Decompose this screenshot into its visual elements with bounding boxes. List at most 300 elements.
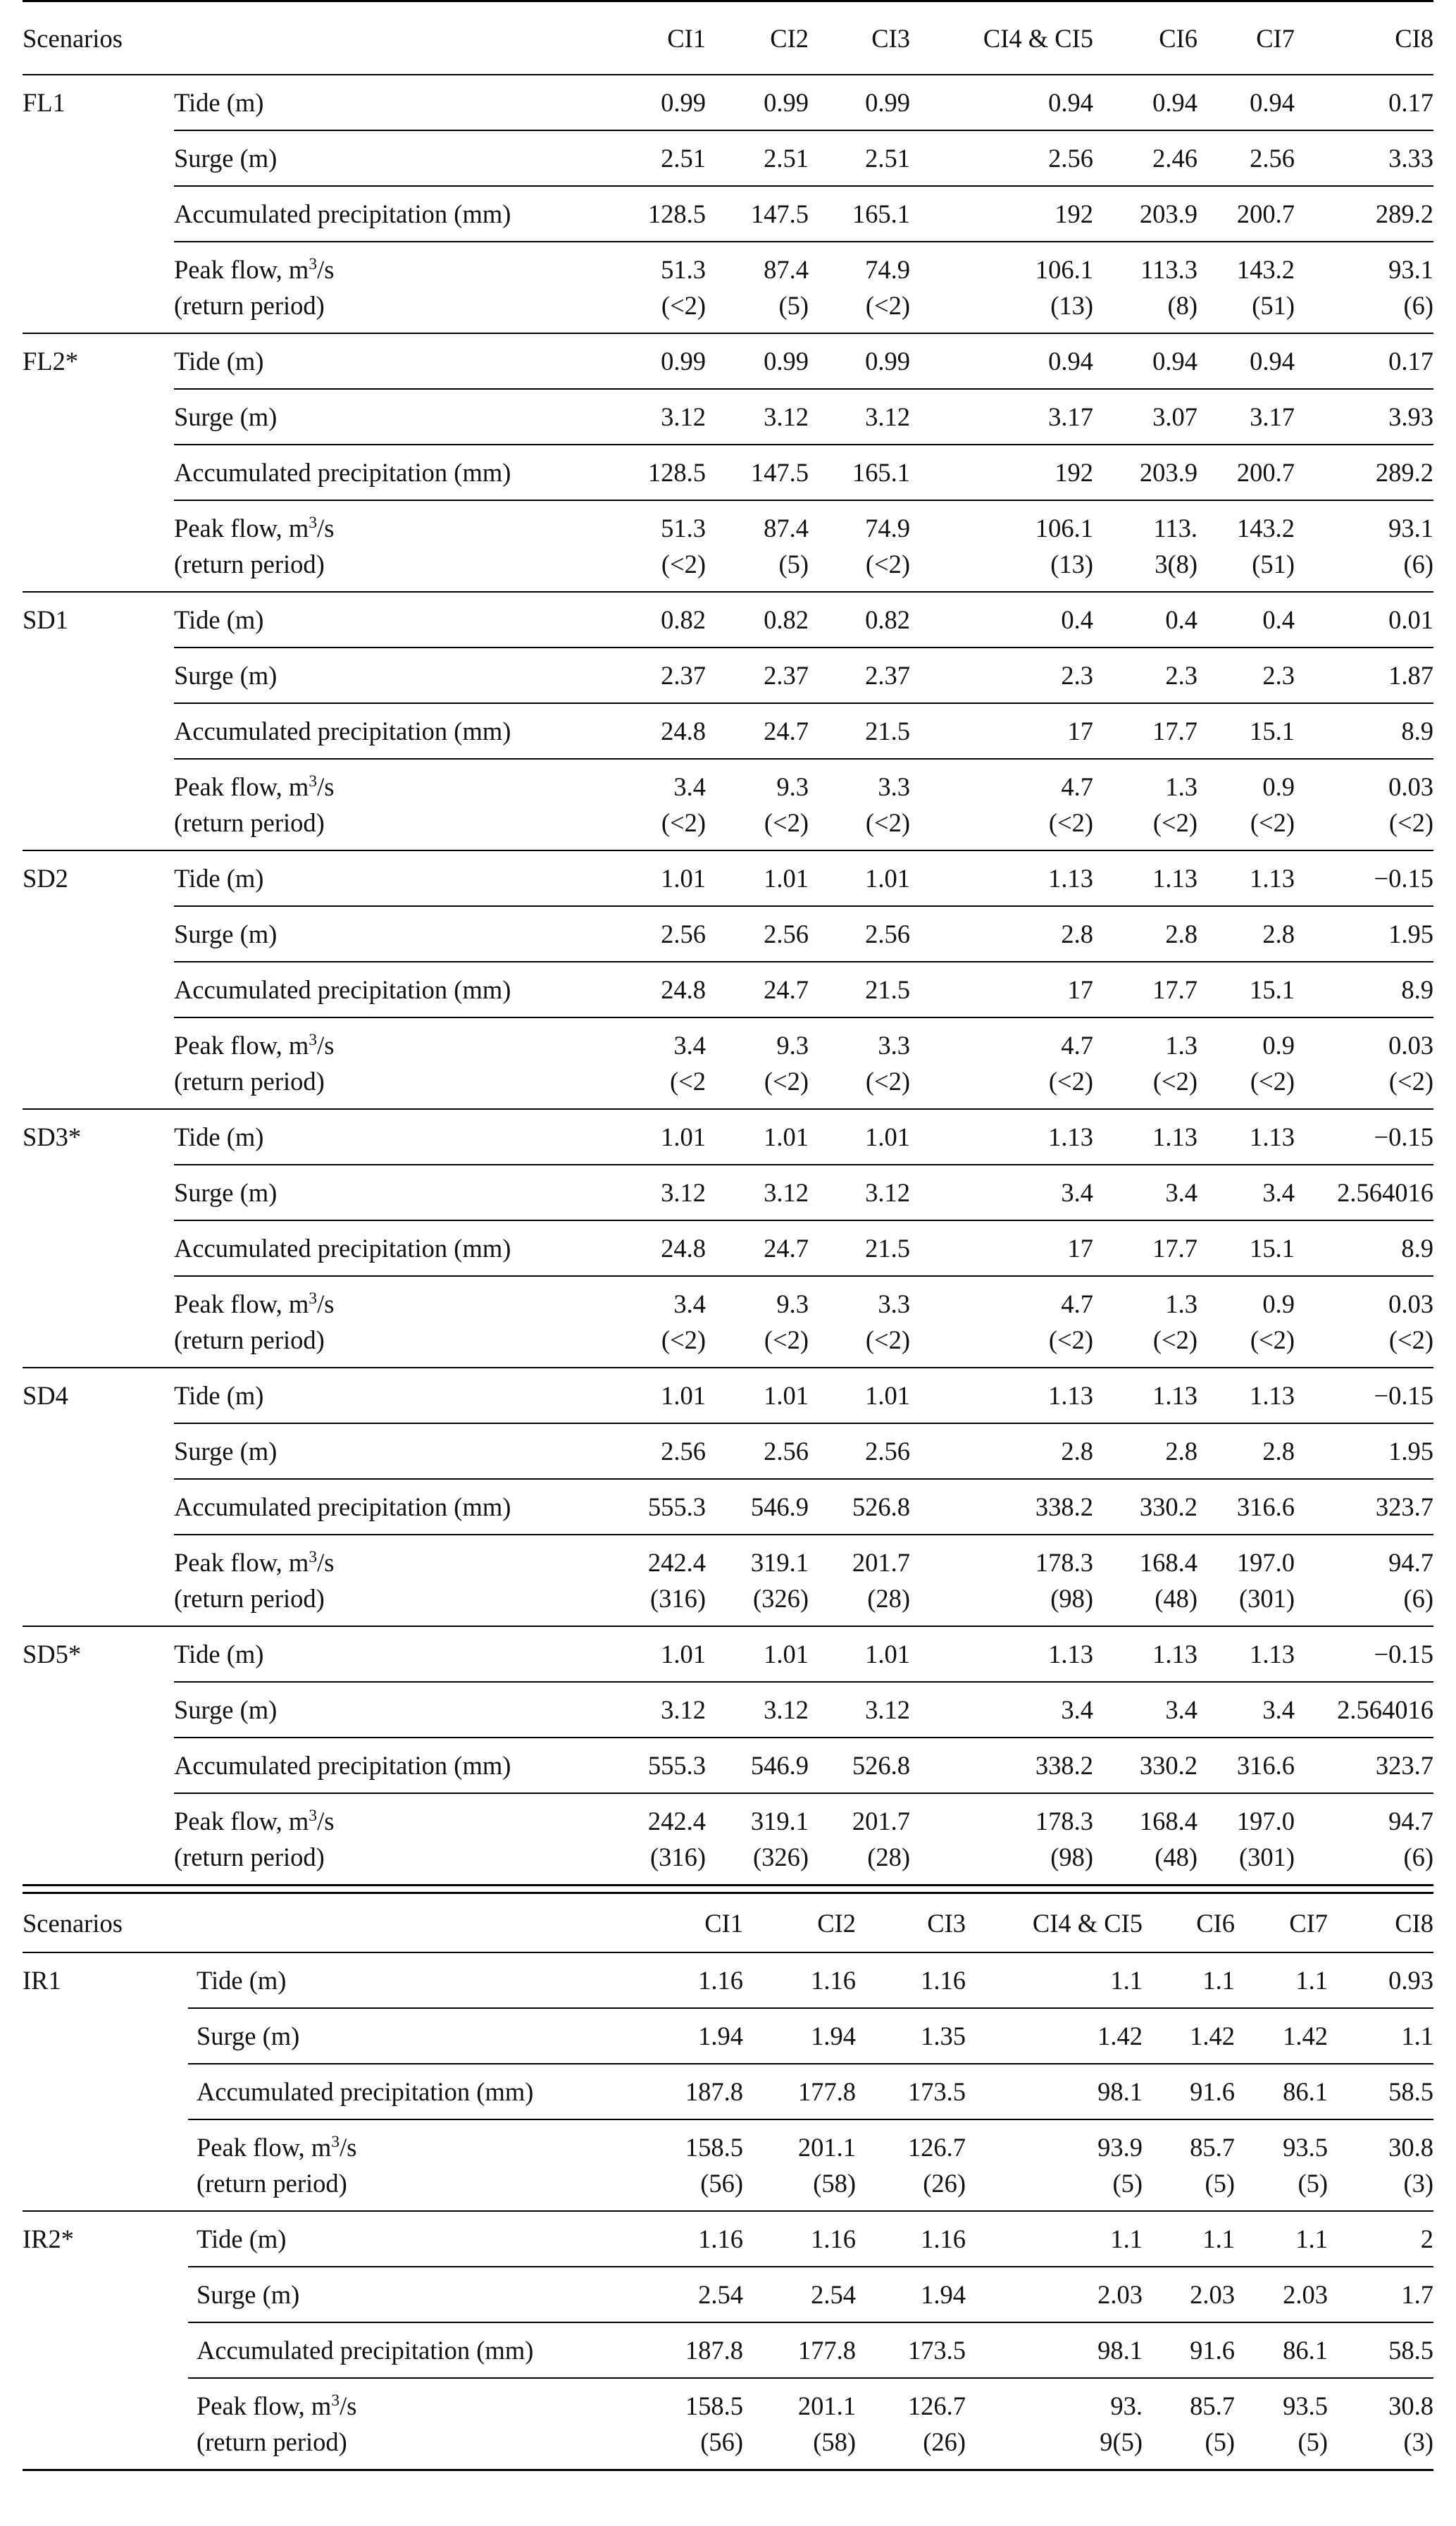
cell-line1: 1.1 [1202,2224,1235,2253]
cell-value [706,648,809,703]
table-row [23,75,1433,130]
cell-line2: (13) [1050,550,1093,578]
cell-line1: 242.4 [647,1548,706,1577]
cell-value [1328,2267,1433,2322]
table-row [23,186,1433,242]
cell-line1: 93.5 [1283,2133,1328,2162]
cell-line1: 2.56 [865,920,910,948]
row-label [188,2008,630,2064]
cell-line1: 24.8 [661,1234,706,1263]
cell-line1: 187.8 [685,2336,743,2365]
row-label [188,2211,630,2267]
cell-value [910,1220,1093,1276]
cell-line1: 3.4 [673,1031,706,1060]
table-row [23,962,1433,1017]
cell-line2: (98) [1050,1584,1093,1613]
scenario-table-2 [23,1892,1433,2471]
row-label [174,1220,628,1276]
cell-line1: 0.99 [865,88,910,117]
header-ci1: CI1 [628,1,706,75]
cell-value [706,1368,809,1423]
cell-line1: 113.3 [1140,255,1197,284]
cell-line1: 177.8 [797,2077,856,2106]
cell-value [1295,1793,1433,1886]
cell-value [628,1368,706,1423]
cell-line1: 1.94 [811,2022,856,2050]
cell-line1: 1.13 [1048,1122,1093,1151]
table-row [23,2378,1433,2470]
cell-value [1093,592,1197,648]
table-row [23,1793,1433,1886]
cell-value [809,186,910,242]
cell-line2: (28) [867,1584,910,1613]
row-label [174,703,628,759]
cell-line1: 24.8 [661,975,706,1004]
cell-value [1093,1535,1197,1626]
cell-line1: 1.01 [764,1122,809,1151]
cell-value [910,1682,1093,1738]
cell-line1: 0.4 [1061,605,1093,634]
row-label-text: Tide (m) [174,1640,264,1668]
cell-value [1328,2211,1433,2267]
row-label-line1: Peak flow, $m^3/s$ [174,1289,335,1318]
cell-line1: 200.7 [1236,199,1295,228]
cell-value [706,1276,809,1368]
cell-value [706,1738,809,1793]
row-label-text: Surge (m) [174,144,278,173]
cell-line1: 1.01 [764,1640,809,1668]
cell-value [628,1626,706,1682]
row-label [174,1793,628,1886]
cell-value [1295,1738,1433,1793]
cell-line1: 0.99 [661,88,706,117]
header-ci7: CI7 [1235,1893,1328,1953]
cell-line1: 203.9 [1139,458,1197,487]
cell-value [628,1423,706,1479]
cell-value [966,2119,1143,2211]
cell-line2: (<2) [1048,808,1093,837]
row-label [188,2119,630,2211]
cell-line1: 147.5 [750,199,809,228]
cell-line1: 2.54 [811,2280,856,2309]
cell-line1: 58.5 [1388,2336,1433,2365]
cell-line1: 2 [1420,2224,1433,2253]
cell-line1: 58.5 [1388,2077,1433,2106]
header-row [23,1893,1433,1953]
cell-line1: 0.9 [1262,1289,1295,1318]
cell-line1: 1.95 [1388,920,1433,948]
cell-line2: (316) [649,1584,706,1613]
cell-value [809,1738,910,1793]
cell-line1: 86.1 [1283,2336,1328,2365]
cell-value [1197,1423,1295,1479]
row-label [174,648,628,703]
cell-line2: (13) [1050,291,1093,320]
header-ci7: CI7 [1197,1,1295,75]
cell-value [910,500,1093,592]
cell-value [628,445,706,500]
cell-line2: (<2) [1152,808,1197,837]
cell-line1: 2.56 [661,920,706,948]
row-label-text: Surge (m) [174,1437,278,1466]
cell-value [1143,1952,1235,2008]
cell-value [1093,1682,1197,1738]
cell-line1: 316.6 [1236,1492,1295,1521]
cell-value [706,592,809,648]
header-ci6: CI6 [1093,1,1197,75]
row-label-text: Accumulated precipitation (mm) [174,1492,511,1521]
cell-line1: 1.35 [921,2022,966,2050]
cell-value [628,75,706,130]
cell-value [628,759,706,850]
cell-line1: 91.6 [1190,2077,1235,2106]
cell-line1: −0.15 [1374,1381,1433,1410]
cell-line1: 1.1 [1401,2022,1433,2050]
table-row [23,759,1433,850]
cell-line1: 3.4 [1165,1695,1197,1724]
cell-line1: 2.564016 [1337,1178,1433,1207]
cell-value [1143,2008,1235,2064]
cell-line1: 197.0 [1236,1548,1295,1577]
cell-line1: 2.8 [1165,920,1197,948]
cell-value [1328,2378,1433,2470]
cell-value [809,130,910,186]
cell-value [1197,1368,1295,1423]
row-label-line1: Peak flow, $m^3/s$ [174,1547,335,1577]
scenario-name: SD3* [23,1109,174,1368]
cell-value [910,703,1093,759]
cell-value [706,130,809,186]
cell-value [1093,703,1197,759]
cell-line2: (6) [1403,550,1433,578]
cell-value [910,1479,1093,1535]
row-label-text: Accumulated precipitation (mm) [174,975,511,1004]
row-label [174,1682,628,1738]
cell-value [910,130,1093,186]
cell-line2: (<2) [1048,1067,1093,1096]
cell-line1: 192 [1054,458,1093,487]
cell-value [706,1682,809,1738]
cell-line1: 17 [1067,717,1093,745]
row-label-line1: Peak flow, $m^3/s$ [174,772,335,801]
row-label [188,1952,630,2008]
cell-line1: 0.17 [1388,347,1433,376]
row-label-text: Accumulated precipitation (mm) [174,1234,511,1263]
cell-value [910,1109,1093,1165]
cell-value [1093,759,1197,850]
cell-line1: 143.2 [1236,255,1295,284]
cell-value [1295,962,1433,1017]
cell-line1: −0.15 [1374,864,1433,893]
cell-value [706,1165,809,1220]
header-ci4-ci5: CI4 & CI5 [966,1893,1143,1953]
cell-value [743,1952,856,2008]
cell-value [910,592,1093,648]
cell-line1: 74.9 [865,255,910,284]
row-label-line1: Peak flow, $m^3/s$ [174,1030,335,1060]
cell-value [1093,242,1197,333]
cell-line1: 2.8 [1262,920,1295,948]
cell-line1: 173.5 [907,2336,966,2365]
cell-value [1295,333,1433,389]
scenario-name: IR1 [23,1952,188,2211]
cell-line1: 3.4 [1262,1695,1295,1724]
cell-value [1197,850,1295,906]
cell-value [1295,850,1433,906]
cell-value [630,2378,743,2470]
cell-line1: 126.7 [907,2133,966,2162]
row-label [188,2378,630,2470]
header-scenarios: Scenarios [23,1893,630,1953]
cell-value [1093,648,1197,703]
cell-value [809,1220,910,1276]
table-row [23,1682,1433,1738]
cell-line1: 51.3 [661,255,706,284]
row-label-text: Accumulated precipitation (mm) [174,458,511,487]
cell-value [966,2064,1143,2119]
cell-value [743,2378,856,2470]
cell-line1: 0.99 [661,347,706,376]
row-label-line1: Peak flow, $m^3/s$ [174,254,335,284]
cell-line1: 201.1 [797,2133,856,2162]
cell-line1: 2.56 [1048,144,1093,173]
cell-value [1295,1276,1433,1368]
cell-value [1093,962,1197,1017]
cell-line1: 0.03 [1388,772,1433,801]
cell-value [1295,1626,1433,1682]
cell-value [910,242,1093,333]
cell-value [910,962,1093,1017]
cell-value [1143,2267,1235,2322]
cell-value [809,1017,910,1109]
cell-line1: 1.13 [1250,1381,1295,1410]
cell-value [1197,130,1295,186]
cell-line1: 9.3 [776,1031,809,1060]
cell-value [706,186,809,242]
cell-value [1093,389,1197,445]
cell-line2: (<2) [661,291,706,320]
cell-line1: 113. [1153,514,1197,543]
row-label-text: Tide (m) [174,88,264,117]
cell-value [809,1479,910,1535]
cell-value [966,2322,1143,2378]
cell-value [1093,1793,1197,1886]
cell-value [1197,1017,1295,1109]
cell-value [628,389,706,445]
cell-line1: 0.9 [1262,772,1295,801]
row-label-text: Surge (m) [174,402,278,431]
cell-value [1235,2064,1328,2119]
cell-value [910,1423,1093,1479]
table-row [23,1109,1433,1165]
row-label-text: Accumulated precipitation (mm) [174,199,511,228]
table-row [23,2008,1433,2064]
cell-line2: (58) [813,2169,856,2198]
table-row [23,500,1433,592]
cell-value [809,333,910,389]
row-label [188,2267,630,2322]
cell-value [706,1220,809,1276]
cell-value [1328,2008,1433,2064]
cell-line1: 3.12 [661,1178,706,1207]
cell-line2: (3) [1403,2169,1433,2198]
table-row [23,1479,1433,1535]
cell-value [1295,648,1433,703]
cell-line1: 178.3 [1035,1548,1093,1577]
cell-line1: 168.4 [1139,1807,1197,1835]
table-row [23,1626,1433,1682]
table-row [23,1952,1433,2008]
table-row [23,2119,1433,2211]
cell-value [1235,2322,1328,2378]
cell-value [1093,1109,1197,1165]
cell-line2: (<2) [764,1325,809,1354]
cell-value [1093,1017,1197,1109]
cell-value [1328,2064,1433,2119]
cell-value [1197,1220,1295,1276]
cell-line1: 4.7 [1061,1031,1093,1060]
cell-value [910,186,1093,242]
cell-value [1093,906,1197,962]
cell-line2: (<2) [865,1067,910,1096]
cell-value [630,2119,743,2211]
cell-value [1295,1165,1433,1220]
cell-line1: 1.3 [1165,1031,1197,1060]
row-label-line2: (return period) [174,1067,325,1096]
row-label [174,592,628,648]
row-label [174,242,628,333]
cell-value [809,1626,910,1682]
cell-value [1295,1423,1433,1479]
cell-line1: 2.3 [1165,661,1197,690]
row-label-text: Surge (m) [174,661,278,690]
cell-line2: (98) [1050,1843,1093,1871]
cell-line1: 1.01 [661,864,706,893]
cell-value [910,1276,1093,1368]
cell-line2: (8) [1167,291,1197,320]
cell-line1: 2.8 [1061,920,1093,948]
cell-line1: 93.1 [1388,514,1433,543]
row-label [174,1738,628,1793]
cell-value [1197,962,1295,1017]
cell-line1: 1.01 [661,1640,706,1668]
row-label [174,850,628,906]
row-label-line1: Peak flow, $m^3/s$ [197,2132,357,2162]
row-label [174,1017,628,1109]
table-row [23,648,1433,703]
scenario-name: IR2* [23,2211,188,2470]
cell-value [1197,1479,1295,1535]
cell-line1: 1.13 [1152,1122,1197,1151]
cell-value [1197,242,1295,333]
cell-line2: (5) [778,291,809,320]
cell-value [1295,1368,1433,1423]
row-label [174,389,628,445]
cell-value [743,2322,856,2378]
cell-line1: 192 [1054,199,1093,228]
cell-value [628,1793,706,1886]
cell-line2: (<2) [865,1325,910,1354]
cell-line1: 1.13 [1048,1640,1093,1668]
cell-line1: 1.42 [1190,2022,1235,2050]
cell-line1: 94.7 [1388,1548,1433,1577]
cell-value [1197,389,1295,445]
cell-value [706,759,809,850]
row-label [174,1479,628,1535]
cell-line2: 3(8) [1155,550,1197,578]
cell-value [706,906,809,962]
cell-value [1093,445,1197,500]
cell-line2: (6) [1403,1843,1433,1871]
cell-line1: 0.99 [865,347,910,376]
cell-value [628,906,706,962]
cell-value [1295,759,1433,850]
cell-value [809,703,910,759]
cell-value [856,1952,966,2008]
cell-value [1197,75,1295,130]
cell-line1: 526.8 [852,1492,910,1521]
cell-line1: 2.51 [865,144,910,173]
cell-value [706,962,809,1017]
cell-line1: 319.1 [750,1548,809,1577]
cell-value [1295,500,1433,592]
row-label [174,130,628,186]
row-label-line2: (return period) [174,1584,325,1613]
cell-value [628,333,706,389]
table-row [23,1276,1433,1368]
cell-value [1093,75,1197,130]
cell-line1: 2.51 [661,144,706,173]
cell-line1: 323.7 [1375,1492,1433,1521]
cell-value [856,2064,966,2119]
cell-value [1328,1952,1433,2008]
header-ci8: CI8 [1295,1,1433,75]
cell-value [910,333,1093,389]
cell-value [1093,1479,1197,1535]
cell-line2: (58) [813,2427,856,2456]
cell-line1: 0.99 [764,88,809,117]
cell-value [1235,2211,1328,2267]
cell-line1: 2.56 [764,1437,809,1466]
cell-line1: 2.56 [1250,144,1295,173]
cell-value [630,2064,743,2119]
cell-value [1093,1276,1197,1368]
cell-line1: 93. [1110,2391,1143,2420]
cell-value [1235,2267,1328,2322]
cell-value [910,75,1093,130]
cell-value [856,2267,966,2322]
cell-line2: (316) [649,1843,706,1871]
row-label-text: Tide (m) [197,1966,287,1995]
cell-value [1143,2064,1235,2119]
cell-line1: 94.7 [1388,1807,1433,1835]
cell-line2: (<2) [865,291,910,320]
cell-value [910,1017,1093,1109]
cell-value [1295,130,1433,186]
cell-line1: 3.93 [1388,402,1433,431]
cell-line1: 0.03 [1388,1031,1433,1060]
cell-line1: 93.9 [1097,2133,1143,2162]
cell-line1: 0.99 [764,347,809,376]
cell-line1: 330.2 [1139,1751,1197,1780]
cell-line1: 1.16 [698,1966,743,1995]
cell-value [1197,186,1295,242]
cell-value [809,242,910,333]
cell-value [1197,1738,1295,1793]
cell-line2: (<2) [1152,1325,1197,1354]
cell-line2: (<2) [764,808,809,837]
cell-value [910,648,1093,703]
